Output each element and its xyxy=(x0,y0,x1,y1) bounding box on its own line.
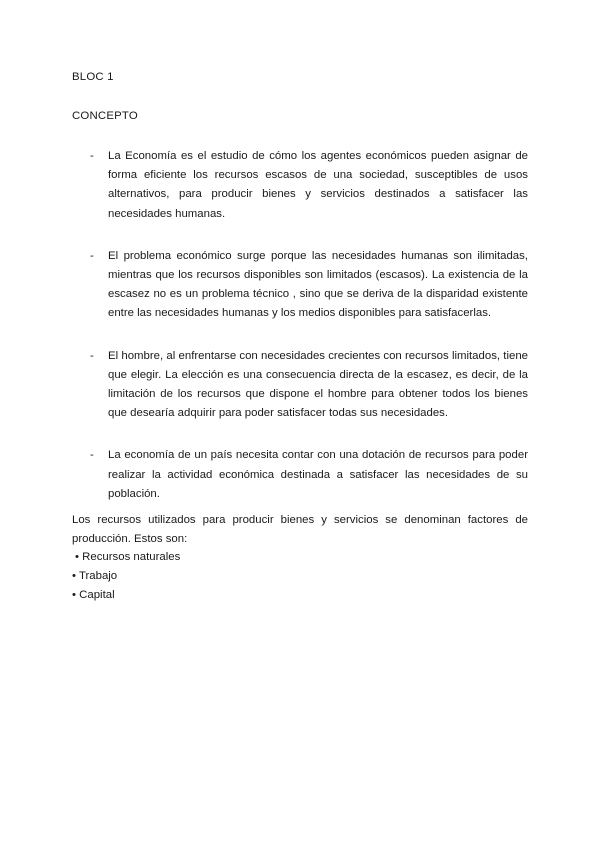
dash-icon: - xyxy=(90,349,94,362)
list-item: • Recursos naturales xyxy=(75,551,181,563)
bullet-text: El problema económico surge porque las necesidades humanas son ilimitadas, mientras que los recursos disponibles son limitados (escasos). La existencia de la escasez no es un problema técnico , sino que se deriva de la disparidad existente entre las necesidades humanas y los medios disponibles para satisfacerlas. xyxy=(108,249,528,320)
list-item xyxy=(90,347,528,424)
dash-icon: - xyxy=(90,150,94,162)
dash-icon: - xyxy=(90,249,94,262)
concept-bullet-list xyxy=(90,147,528,527)
dash-icon: - xyxy=(90,449,94,462)
section-title: CONCEPTO xyxy=(72,110,138,122)
bullet-text: La economía de un país necesita contar con una dotación de recursos para poder realizar la actividad económica destinada a satisfacer las necesidades de su población. xyxy=(108,449,528,500)
bloc-title: BLOC 1 xyxy=(72,71,114,83)
bullet-text: El hombre, al enfrentarse con necesidades crecientes con recursos limitados, tiene que elegir. La elección es una consecuencia directa de la escasez, es decir, de la limitación de los recursos que dispone el hombre para obtener todos los bienes que desearía adquirir para poder satisfacer todas sus necesidades. xyxy=(108,349,528,420)
list-item xyxy=(90,247,528,324)
bullet-text: La Economía es el estudio de cómo los agentes económicos pueden asignar de forma eficiente los recursos escasos de una sociedad, susceptibles de usos alternativos, para producir bienes y servicios destinados a satisfacer las necesidades humanas. xyxy=(108,150,528,220)
list-item: • Capital xyxy=(72,589,115,602)
list-item xyxy=(90,446,528,504)
factors-list xyxy=(72,548,180,606)
list-item xyxy=(90,147,528,224)
factors-intro: Los recursos utilizados para producir bienes y servicios se denominan factores de producción. Estos son: xyxy=(72,514,528,546)
list-item: • Trabajo xyxy=(72,570,118,583)
